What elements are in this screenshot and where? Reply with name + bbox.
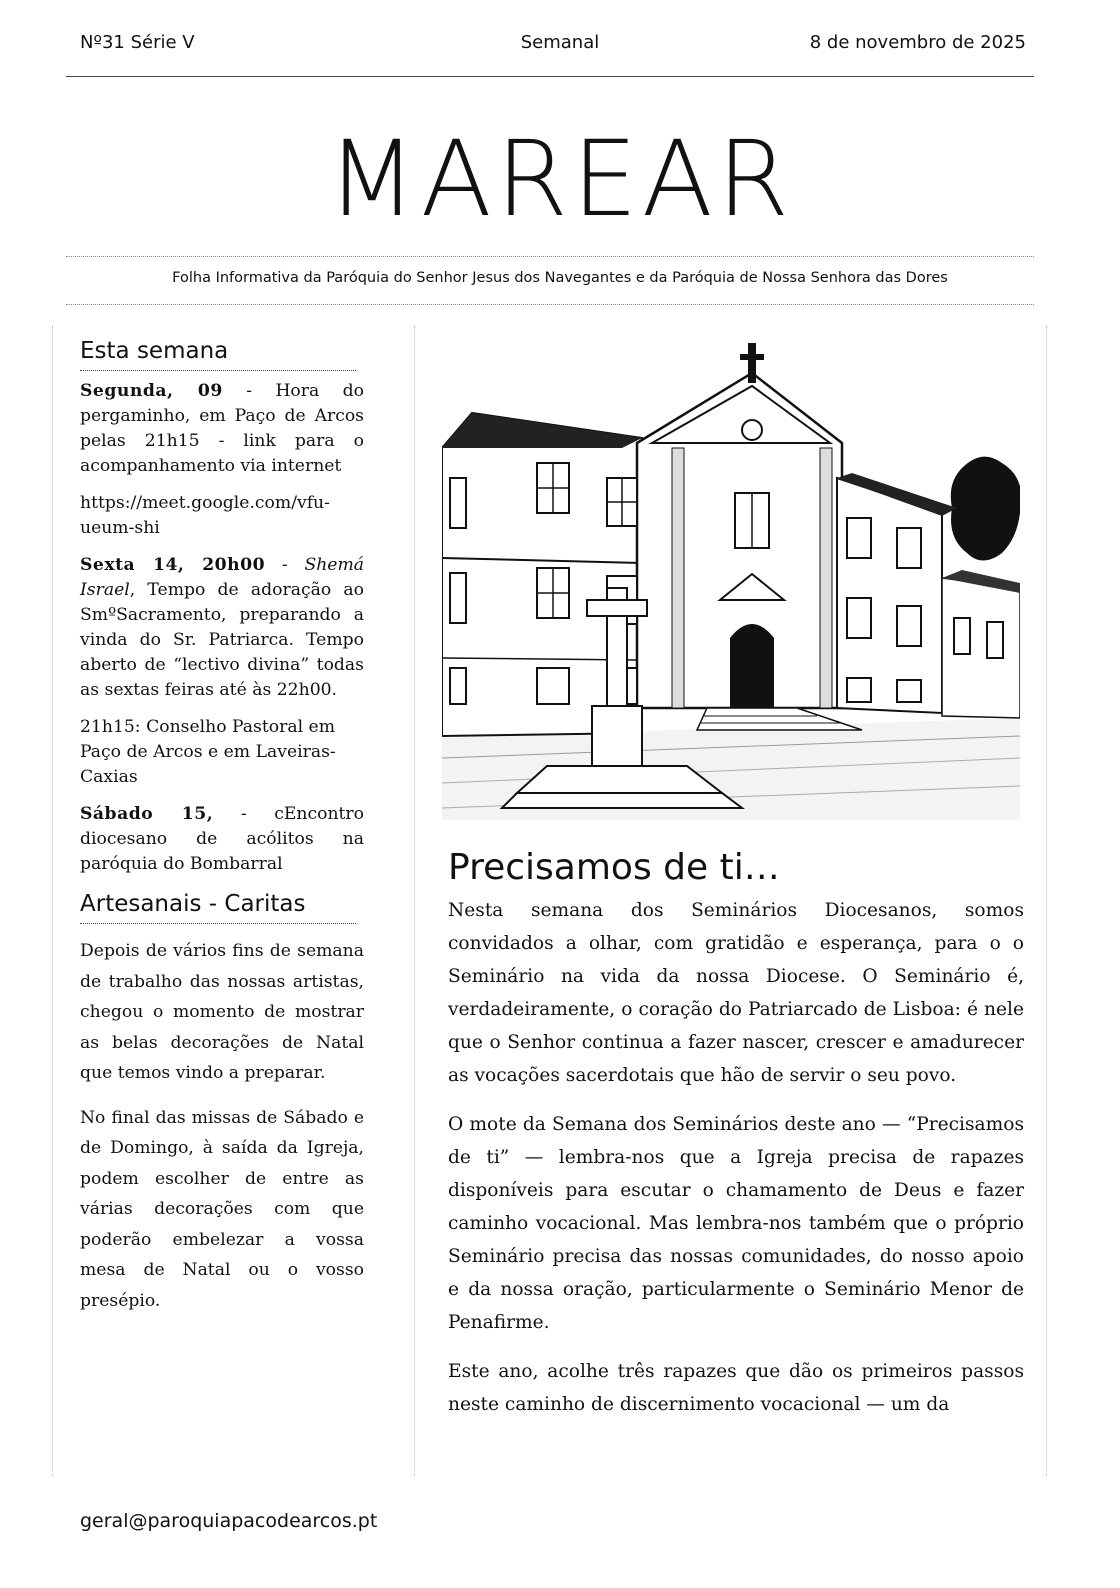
- article-title: Precisamos de ti…: [448, 847, 780, 888]
- event-monday: [80, 379, 364, 479]
- issue-date: 8 de novembro de 2025: [809, 32, 1026, 53]
- event-dash: -: [265, 555, 305, 575]
- event-friday: [80, 553, 364, 703]
- section-title-this-week: Esta semana: [80, 338, 229, 364]
- event-text: , Tempo de adoração ao SmºSacramento, preparando a vinda do Sr. Patriarca. Tempo aberto de “lectivo divina” todas as sextas feiras até às 22h00.: [80, 580, 364, 700]
- header-rule: [66, 76, 1034, 77]
- publication-frequency: Semanal: [520, 32, 600, 53]
- article-paragraph-3: Este ano, acolhe três rapazes que dão os primeiros passos neste caminho de discernimento vocacional — um da: [448, 1361, 1024, 1415]
- section-rule: [80, 923, 356, 924]
- article-paragraph-2: O mote da Semana dos Seminários deste ano — “Precisamos de ti” — lembra-nos que a Igreja precisa de rapazes disponíveis para escutar o chamamento de Deus e fazer caminho vocacional. Mas lembra-nos também que o próprio Seminário precisa das nossas comunidades, do nosso apoio e da nossa oração, particularmente o Seminário Menor de Penafirme.: [448, 1114, 1024, 1333]
- section-title-caritas: Artesanais - Caritas: [80, 891, 306, 917]
- caritas-paragraph-2: No final das missas de Sábado e de Domingo, à saída da Igreja, podem escolher de entre as várias decorações com que poderão embelezar a vossa mesa de Natal ou o vosso presépio.: [80, 1107, 364, 1311]
- issue-number: Nº31 Série V: [80, 32, 195, 53]
- section-rule: [80, 370, 356, 371]
- meet-link[interactable]: https://meet.google.com/vfu-ueum-shi: [80, 493, 330, 538]
- event-saturday: [80, 802, 364, 877]
- right-margin-line: [1046, 326, 1047, 1476]
- event-day: Segunda, 09: [80, 381, 223, 401]
- event-pastoral-council: 21h15: Conselho Pastoral em Paço de Arcos e em Laveiras-Caxias: [80, 717, 336, 787]
- article-paragraph-1: Nesta semana dos Seminários Diocesanos, somos convidados a olhar, com gratidão e esperança, para o o Seminário na vida da nossa Diocese. O Seminário é, verdadeiramente, o coração do Patriarcado de Lisboa: é nele que o Senhor continua a fazer nascer, crescer e amadurecer as vocações sacerdotais que hão de servir o seu povo.: [448, 900, 1024, 1086]
- caritas-paragraph-1: Depois de vários fins de semana de trabalho das nossas artistas, chegou o momento de mostrar as belas decorações de Natal que temos vindo a preparar.: [80, 941, 364, 1083]
- seminary-building-illustration: [442, 338, 1020, 820]
- masthead-title: MAREAR: [326, 118, 794, 240]
- event-text: - Hora do pergaminho, em Paço de Arcos pelas 21h15 - link para o acompanhamento via internet: [80, 381, 364, 476]
- subtitle-rule: [66, 304, 1034, 305]
- article: [448, 846, 1024, 1435]
- event-text: - cEncontro diocesano de acólitos na paróquia do Bombarral: [80, 804, 364, 874]
- left-margin-line: [52, 326, 53, 1476]
- left-column: [80, 338, 364, 1330]
- event-day: Sábado 15,: [80, 804, 214, 824]
- masthead-subtitle: Folha Informativa da Paróquia do Senhor Jesus dos Navegantes e da Paróquia de Nossa Senhora das Dores: [172, 270, 948, 286]
- event-italic: Shemá Israel: [80, 555, 365, 600]
- masthead-rule: [66, 256, 1034, 257]
- contact-email[interactable]: geral@paroquiapacodearcos.pt: [80, 1510, 378, 1532]
- column-separator: [414, 326, 415, 1476]
- event-day: Sexta 14, 20h00: [80, 555, 266, 575]
